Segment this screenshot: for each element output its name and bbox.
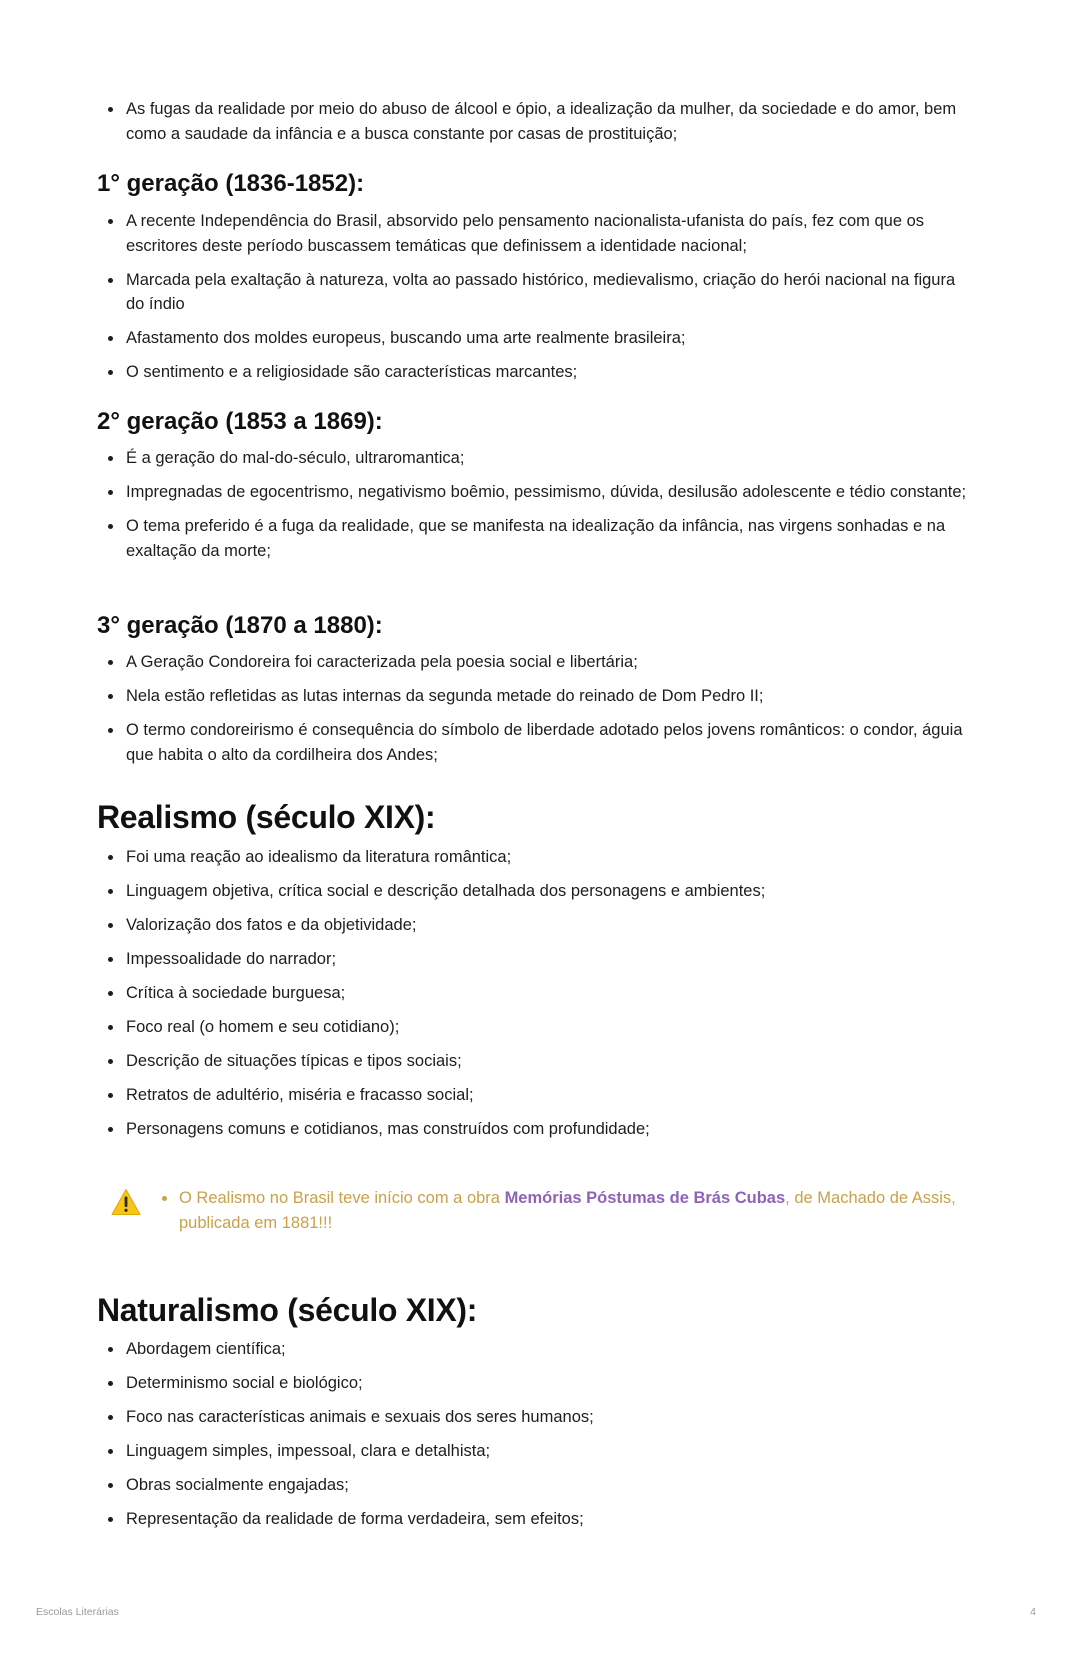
list-item: Determinismo social e biológico; [97, 1371, 977, 1396]
gen3-list [97, 650, 977, 777]
section-heading-gen3: 3° geração (1870 a 1880): [97, 612, 383, 639]
list-item: Afastamento dos moldes europeus, buscando uma arte realmente brasileira; [97, 326, 977, 351]
list-item: Valorização dos fatos e da objetividade; [97, 913, 977, 938]
list-item: Descrição de situações típicas e tipos sociais; [97, 1049, 977, 1074]
warning-icon [111, 1188, 141, 1216]
gen2-list [97, 446, 977, 573]
book-title-highlight: Memórias Póstumas de Brás Cubas [504, 1189, 786, 1207]
list-item: Representação da realidade de forma verdadeira, sem efeitos; [97, 1507, 977, 1532]
list-item: Impregnadas de egocentrismo, negativismo boêmio, pessimismo, dúvida, desilusão adolescente e tédio constante; [97, 480, 977, 505]
callout-text: , de Machado de Assis, publicada em 1881!!! [179, 1189, 956, 1232]
section-heading-realismo: Realismo (século XIX): [97, 799, 436, 835]
list-item: As fugas da realidade por meio do abuso de álcool e ópio, a idealização da mulher, da sociedade e do amor, bem como a saudade da infância e a busca constante por casas de prostituição; [97, 97, 977, 146]
list-item: O tema preferido é a fuga da realidade, que se manifesta na idealização da infância, nas virgens sonhadas e na exaltação da morte; [97, 514, 977, 563]
list-item: O termo condoreirismo é consequência do símbolo de liberdade adotado pelos jovens românticos: o condor, águia que habita o alto da cordilheira dos Andes; [97, 718, 977, 767]
list-item: A Geração Condoreira foi caracterizada pela poesia social e libertária; [97, 650, 977, 675]
list-item: A recente Independência do Brasil, absorvido pelo pensamento nacionalista-ufanista do país, fez com que os escritores deste período buscassem temáticas que definissem a identidade nacional; [97, 209, 977, 258]
footer-page-number: 4 [1030, 1606, 1036, 1618]
list-item: Marcada pela exaltação à natureza, volta ao passado histórico, medievalismo, criação do herói nacional na figura do índio [97, 268, 977, 317]
callout-text: O Realismo no Brasil teve início com a obra [179, 1189, 505, 1207]
list-item: Impessoalidade do narrador; [97, 947, 977, 972]
naturalismo-list [97, 1337, 977, 1541]
list-item: Obras socialmente engajadas; [97, 1473, 977, 1498]
list-item: Foi uma reação ao idealismo da literatura romântica; [97, 845, 977, 870]
list-item: Retratos de adultério, miséria e fracasso social; [97, 1083, 977, 1108]
section-heading-gen1: 1° geração (1836-1852): [97, 170, 365, 197]
list-item: É a geração do mal-do-século, ultraromantica; [97, 446, 977, 471]
list-item: Personagens comuns e cotidianos, mas construídos com profundidade; [97, 1117, 977, 1142]
list-item: Abordagem científica; [97, 1337, 977, 1362]
callout-item [159, 1186, 961, 1235]
section-heading-gen2: 2° geração (1853 a 1869): [97, 408, 383, 435]
footer-document-title: Escolas Literárias [36, 1606, 119, 1618]
list-item: Linguagem simples, impessoal, clara e detalhista; [97, 1439, 977, 1464]
list-item: O sentimento e a religiosidade são características marcantes; [97, 360, 977, 385]
list-item: Linguagem objetiva, crítica social e descrição detalhada dos personagens e ambientes; [97, 879, 977, 904]
intro-list [97, 97, 977, 156]
list-item: Foco nas características animais e sexuais dos seres humanos; [97, 1405, 977, 1430]
gen1-list [97, 209, 977, 394]
list-item: Nela estão refletidas as lutas internas da segunda metade do reinado de Dom Pedro II; [97, 684, 977, 709]
callout-list [159, 1186, 961, 1235]
list-item: Crítica à sociedade burguesa; [97, 981, 977, 1006]
realismo-list [97, 845, 977, 1151]
list-item: Foco real (o homem e seu cotidiano); [97, 1015, 977, 1040]
section-heading-naturalismo: Naturalismo (século XIX): [97, 1292, 478, 1328]
warning-callout [111, 1186, 961, 1235]
